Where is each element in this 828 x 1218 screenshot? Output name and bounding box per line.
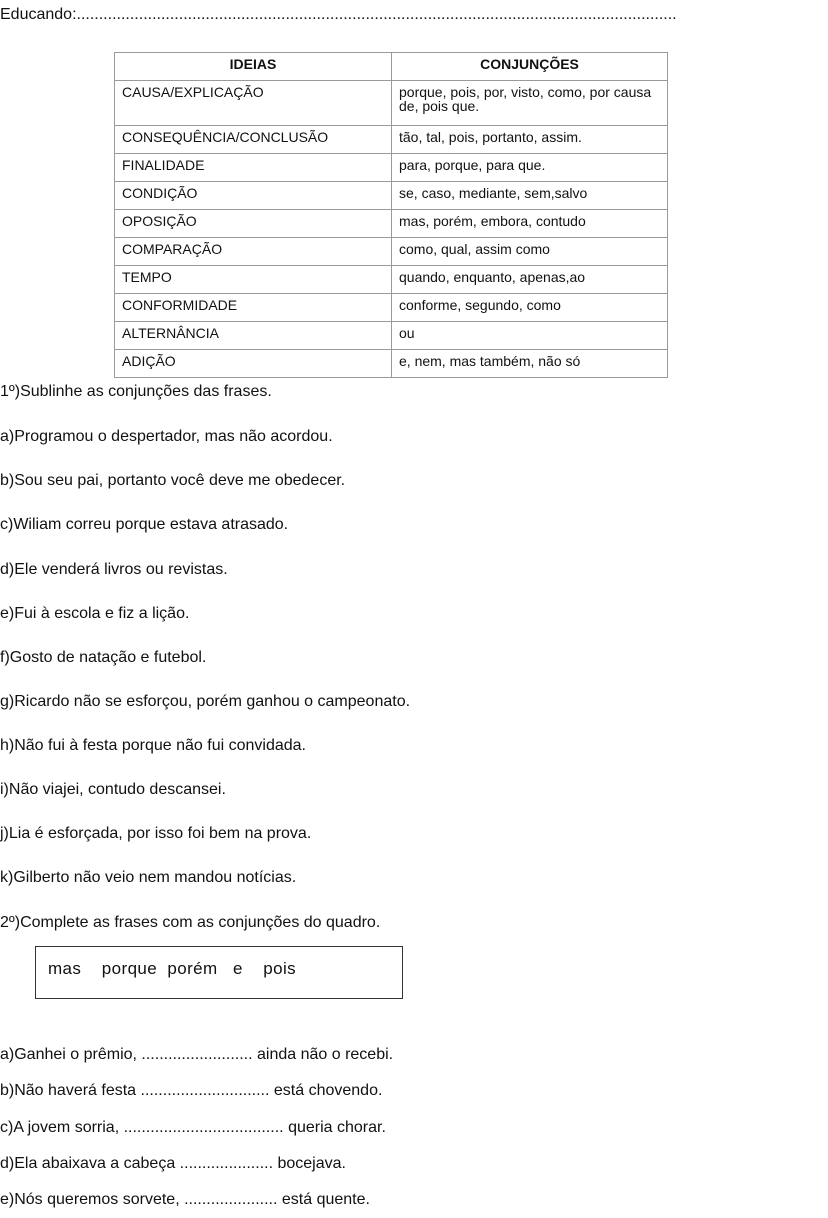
sentence-h: h)Não fui à festa porque não fui convidada. (0, 737, 306, 754)
sentence-e: e)Fui à escola e fiz a lição. (0, 605, 190, 622)
table-row (115, 238, 668, 266)
conjunction-cell: quando, enquanto, apenas,ao (392, 266, 668, 294)
sentence-a: a)Programou o despertador, mas não acordou. (0, 428, 333, 445)
fill-sentence-a: a)Ganhei o prêmio, ......................... ainda não o recebi. (0, 1046, 394, 1063)
sentence-c: c)Wiliam correu porque estava atrasado. (0, 516, 289, 533)
idea-cell: CONSEQUÊNCIA/CONCLUSÃO (115, 126, 392, 154)
question-2-title: 2º)Complete as frases com as conjunções do quadro. (0, 914, 381, 931)
sentence-k: k)Gilberto não veio nem mandou notícias. (0, 869, 297, 886)
sentence-j: j)Lia é esforçada, por isso foi bem na prova. (0, 825, 312, 842)
table-row (115, 154, 668, 182)
idea-cell: ALTERNÂNCIA (115, 322, 392, 350)
table-row (115, 81, 668, 126)
idea-cell: FINALIDADE (115, 154, 392, 182)
sentence-b: b)Sou seu pai, portanto você deve me obedecer. (0, 472, 346, 489)
idea-cell: OPOSIÇÃO (115, 210, 392, 238)
table-row (115, 350, 668, 378)
conjunction-cell: para, porque, para que. (392, 154, 668, 182)
conjunction-cell: se, caso, mediante, sem,salvo (392, 182, 668, 210)
sentence-g: g)Ricardo não se esforçou, porém ganhou o campeonato. (0, 693, 411, 710)
idea-cell: COMPARAÇÃO (115, 238, 392, 266)
student-name-line: Educando:....................................................................................................................................... (0, 6, 677, 23)
table-row (115, 266, 668, 294)
header-conjunctions: CONJUNÇÕES (392, 53, 668, 81)
conjunction-cell: tão, tal, pois, portanto, assim. (392, 126, 668, 154)
conjunction-cell: ou (392, 322, 668, 350)
conjunction-cell: mas, porém, embora, contudo (392, 210, 668, 238)
fill-sentence-b: b)Não haverá festa ............................. está chovendo. (0, 1082, 383, 1099)
fill-sentence-e: e)Nós queremos sorvete, ..................... está quente. (0, 1191, 370, 1208)
header-ideas: IDEIAS (115, 53, 392, 81)
sentence-f: f)Gosto de natação e futebol. (0, 649, 207, 666)
table-header-row (115, 53, 668, 81)
idea-cell: ADIÇÃO (115, 350, 392, 378)
idea-cell: TEMPO (115, 266, 392, 294)
table-row (115, 210, 668, 238)
sentence-i: i)Não viajei, contudo descansei. (0, 781, 226, 798)
conjunction-cell: porque, pois, por, visto, como, por causa de, pois que. (392, 81, 668, 126)
conjunctions-table (114, 52, 668, 378)
conjunction-cell: e, nem, mas também, não só (392, 350, 668, 378)
sentence-d: d)Ele venderá livros ou revistas. (0, 561, 228, 578)
table-row (115, 294, 668, 322)
word-bank-box: mas porque porém e pois (35, 946, 403, 999)
table-row (115, 322, 668, 350)
idea-cell: CONDIÇÃO (115, 182, 392, 210)
conjunction-cell: como, qual, assim como (392, 238, 668, 266)
question-1-title: 1º)Sublinhe as conjunções das frases. (0, 383, 272, 400)
table-row (115, 126, 668, 154)
fill-sentence-d: d)Ela abaixava a cabeça ..................... bocejava. (0, 1155, 346, 1172)
idea-cell: CONFORMIDADE (115, 294, 392, 322)
table-row (115, 182, 668, 210)
conjunction-cell: conforme, segundo, como (392, 294, 668, 322)
fill-sentence-c: c)A jovem sorria, .................................... queria chorar. (0, 1119, 386, 1136)
idea-cell: CAUSA/EXPLICAÇÃO (115, 81, 392, 126)
